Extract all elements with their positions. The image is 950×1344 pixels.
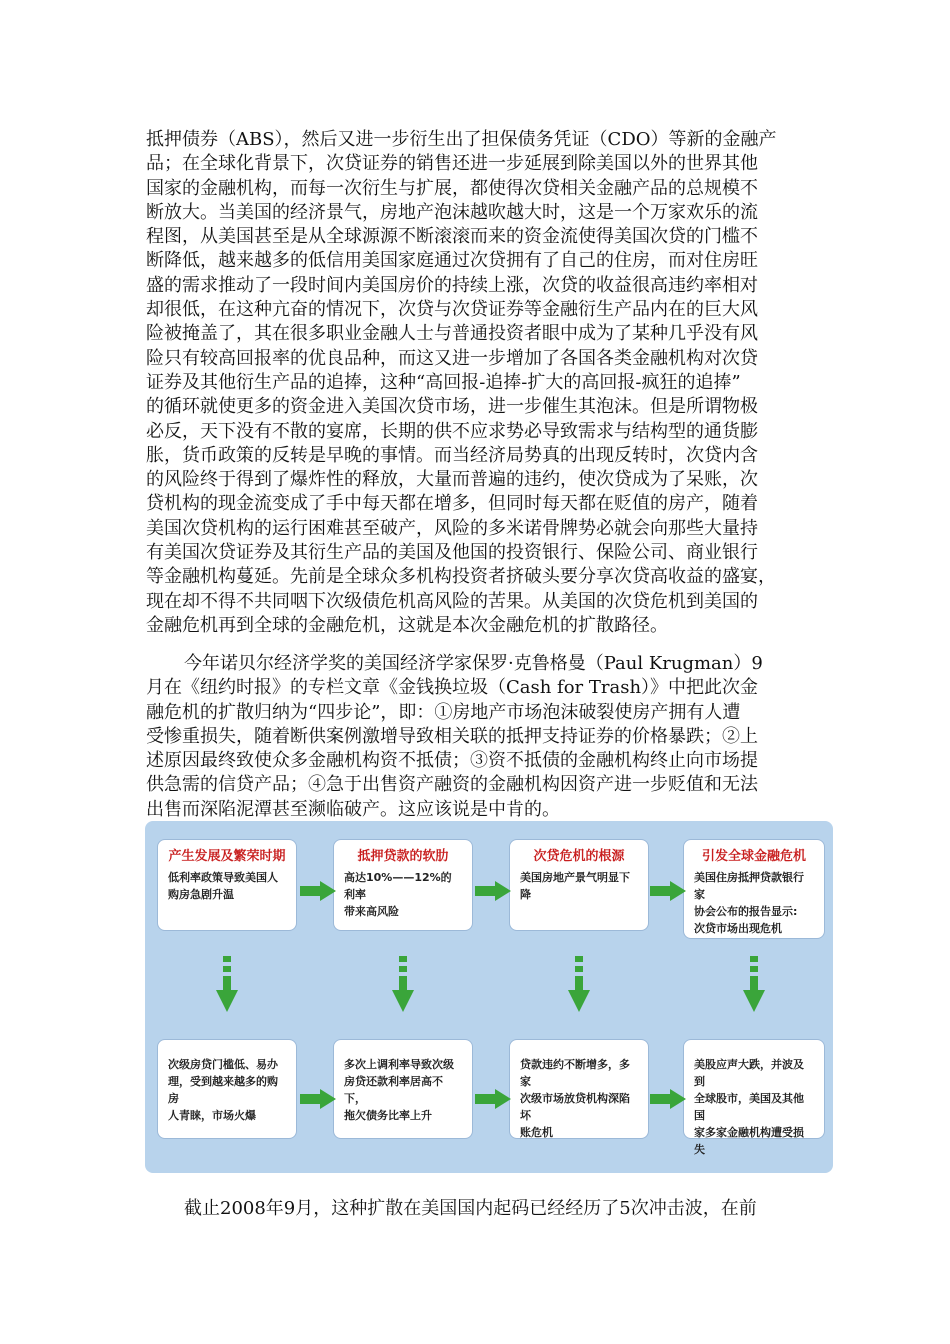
flow-box-3-title: 次贷危机的根源 — [533, 849, 625, 864]
text-line: 受惨重损失，随着断供案例激增导致相关联的抵押支持证券的价格暴跌；②上 — [146, 725, 758, 747]
text-line: 融危机的扩散归纳为“四步论”，即：①房地产市场泡沫破裂使房产拥有人遭 — [146, 701, 741, 723]
arrow-right-icon — [300, 881, 336, 901]
text-line: 证券及其他衍生产品的追捧，这种“高回报-追捧-扩大的高回报-疯狂的追捧” — [146, 371, 741, 393]
text-line: 贷机构的现金流变成了手中每天都在增多，但同时每天都在贬值的房产，随着 — [146, 493, 758, 515]
paragraph-1 — [146, 128, 836, 638]
text-line: 有美国次贷证券及其衍生产品的美国及他国的投资银行、保险公司、商业银行 — [146, 542, 758, 564]
flow-box-2-title: 抵押贷款的软肋 — [357, 849, 449, 864]
text-line: 抵押债券（ABS），然后又进一步衍生出了担保债务凭证（CDO）等新的金融产 — [146, 129, 777, 150]
flow-box-1-body: 低利率政策导致美国人 购房急剧升温 — [168, 871, 278, 901]
flow-box-3 — [509, 839, 649, 931]
text-line: 却很低，在这种亢奋的情况下，次贷与次贷证券等金融衍生产品内在的巨大风 — [146, 299, 758, 321]
text-line: 盛的需求推动了一段时间内美国房价的持续上涨，次贷的收益很高违约率相对 — [146, 274, 758, 296]
arrow-right-icon — [475, 1089, 511, 1109]
flow-box-3-body: 美国房地产景气明显下降 — [520, 871, 630, 901]
text-line: 胀，货币政策的反转是早晚的事情。而当经济局势真的出现反转时，次贷内含 — [146, 444, 758, 466]
paragraph-2 — [146, 652, 836, 822]
text-line: 出售而深陷泥潭甚至濒临破产。这应该说是中肯的。 — [146, 798, 560, 820]
flow-box-4-title: 引发全球金融危机 — [701, 849, 806, 864]
text-line: 国家的金融机构，而每一次衍生与扩展，都使得次贷相关金融产品的总规模不 — [146, 177, 758, 199]
flow-box-4 — [683, 839, 825, 939]
paragraph-3 — [146, 1197, 836, 1221]
text-line: 的循环就使更多的资金进入美国次贷市场，进一步催生其泡沫。但是所谓物极 — [146, 396, 758, 418]
text-line: 美国次贷机构的运行困难甚至破产，风险的多米诺骨牌势必就会向那些大量持 — [146, 517, 758, 539]
arrow-down-icon — [743, 956, 765, 1012]
flow-box-5-body: 次级房贷门槛低、易办 理，受到越来越多的购房 人青睐，市场火爆 — [168, 1058, 278, 1122]
text-line: 截止2008年9月，这种扩散在美国国内起码已经经历了5次冲击波，在前 — [184, 1198, 757, 1219]
flow-box-4-body: 美国住房抵押贷款银行家 协会公布的报告显示: 次贷市场出现危机 — [694, 871, 804, 935]
flow-box-1 — [157, 839, 297, 931]
crisis-flow-diagram — [145, 821, 833, 1173]
text-line: 品；在全球化背景下，次贷证券的销售还进一步延展到除美国以外的世界其他 — [146, 153, 758, 175]
text-line: 今年诺贝尔经济学奖的美国经济学家保罗·克鲁格曼（Paul Krugman）9 — [184, 653, 763, 674]
flow-box-6 — [333, 1039, 473, 1139]
text-line: 险只有较高回报率的优良品种，而这又进一步增加了各国各类金融机构对次贷 — [146, 347, 758, 369]
arrow-right-icon — [475, 881, 511, 901]
flow-box-7 — [509, 1039, 649, 1139]
flow-box-8 — [683, 1039, 825, 1156]
arrow-down-icon — [392, 956, 414, 1012]
text-line: 金融危机再到全球的金融危机，这就是本次金融危机的扩散路径。 — [146, 614, 668, 636]
flow-box-5 — [157, 1039, 297, 1139]
arrow-right-icon — [300, 1089, 336, 1109]
arrow-right-icon — [650, 1089, 686, 1109]
text-line: 断降低，越来越多的低信用美国家庭通过次贷拥有了自己的住房，而对住房旺 — [146, 250, 758, 272]
text-line: 等金融机构蔓延。先前是全球众多机构投资者挤破头要分享次贷高收益的盛宴， — [146, 566, 776, 588]
arrow-down-icon — [216, 956, 238, 1012]
text-line: 必反，天下没有不散的宴席，长期的供不应求势必导致需求与结构型的通货膨 — [146, 420, 758, 442]
arrow-right-icon — [650, 881, 686, 901]
text-line: 月在《纽约时报》的专栏文章《金钱换垃圾（Cash for Trash）》中把此次金 — [146, 677, 759, 699]
text-line: 的风险终于得到了爆炸性的释放，大量而普遍的违约，使次贷成为了呆账，次 — [146, 469, 758, 491]
flow-box-1-title: 产生发展及繁荣时期 — [168, 849, 286, 864]
text-line: 述原因最终致使众多金融机构资不抵债；③资不抵债的金融机构终止向市场提 — [146, 750, 758, 772]
flow-box-6-body: 多次上调利率导致次级 房贷还款利率居高不下， 拖欠债务比率上升 — [344, 1058, 454, 1122]
arrow-down-icon — [568, 956, 590, 1012]
flow-box-8-body: 美股应声大跌，并波及到 全球股市，美国及其他国 家多家金融机构遭受损失 — [694, 1058, 804, 1156]
text-line: 供急需的信贷产品；④急于出售资产融资的金融机构因资产进一步贬值和无法 — [146, 774, 758, 796]
text-line: 现在却不得不共同咽下次级债危机高风险的苦果。从美国的次贷危机到美国的 — [146, 590, 758, 612]
flow-box-2-body: 高达10%——12%的利率 带来高风险 — [344, 871, 452, 918]
text-line: 程图，从美国甚至是从全球源源不断滚滚而来的资金流使得美国次贷的门槛不 — [146, 226, 758, 248]
text-line: 断放大。当美国的经济景气，房地产泡沫越吹越大时，这是一个万家欢乐的流 — [146, 201, 758, 223]
flow-box-2 — [333, 839, 473, 931]
flow-box-7-body: 贷款违约不断增多，多家 次级市场放贷机构深陷坏 账危机 — [520, 1058, 630, 1139]
text-line: 险被掩盖了，其在很多职业金融人士与普通投资者眼中成为了某种几乎没有风 — [146, 323, 758, 345]
